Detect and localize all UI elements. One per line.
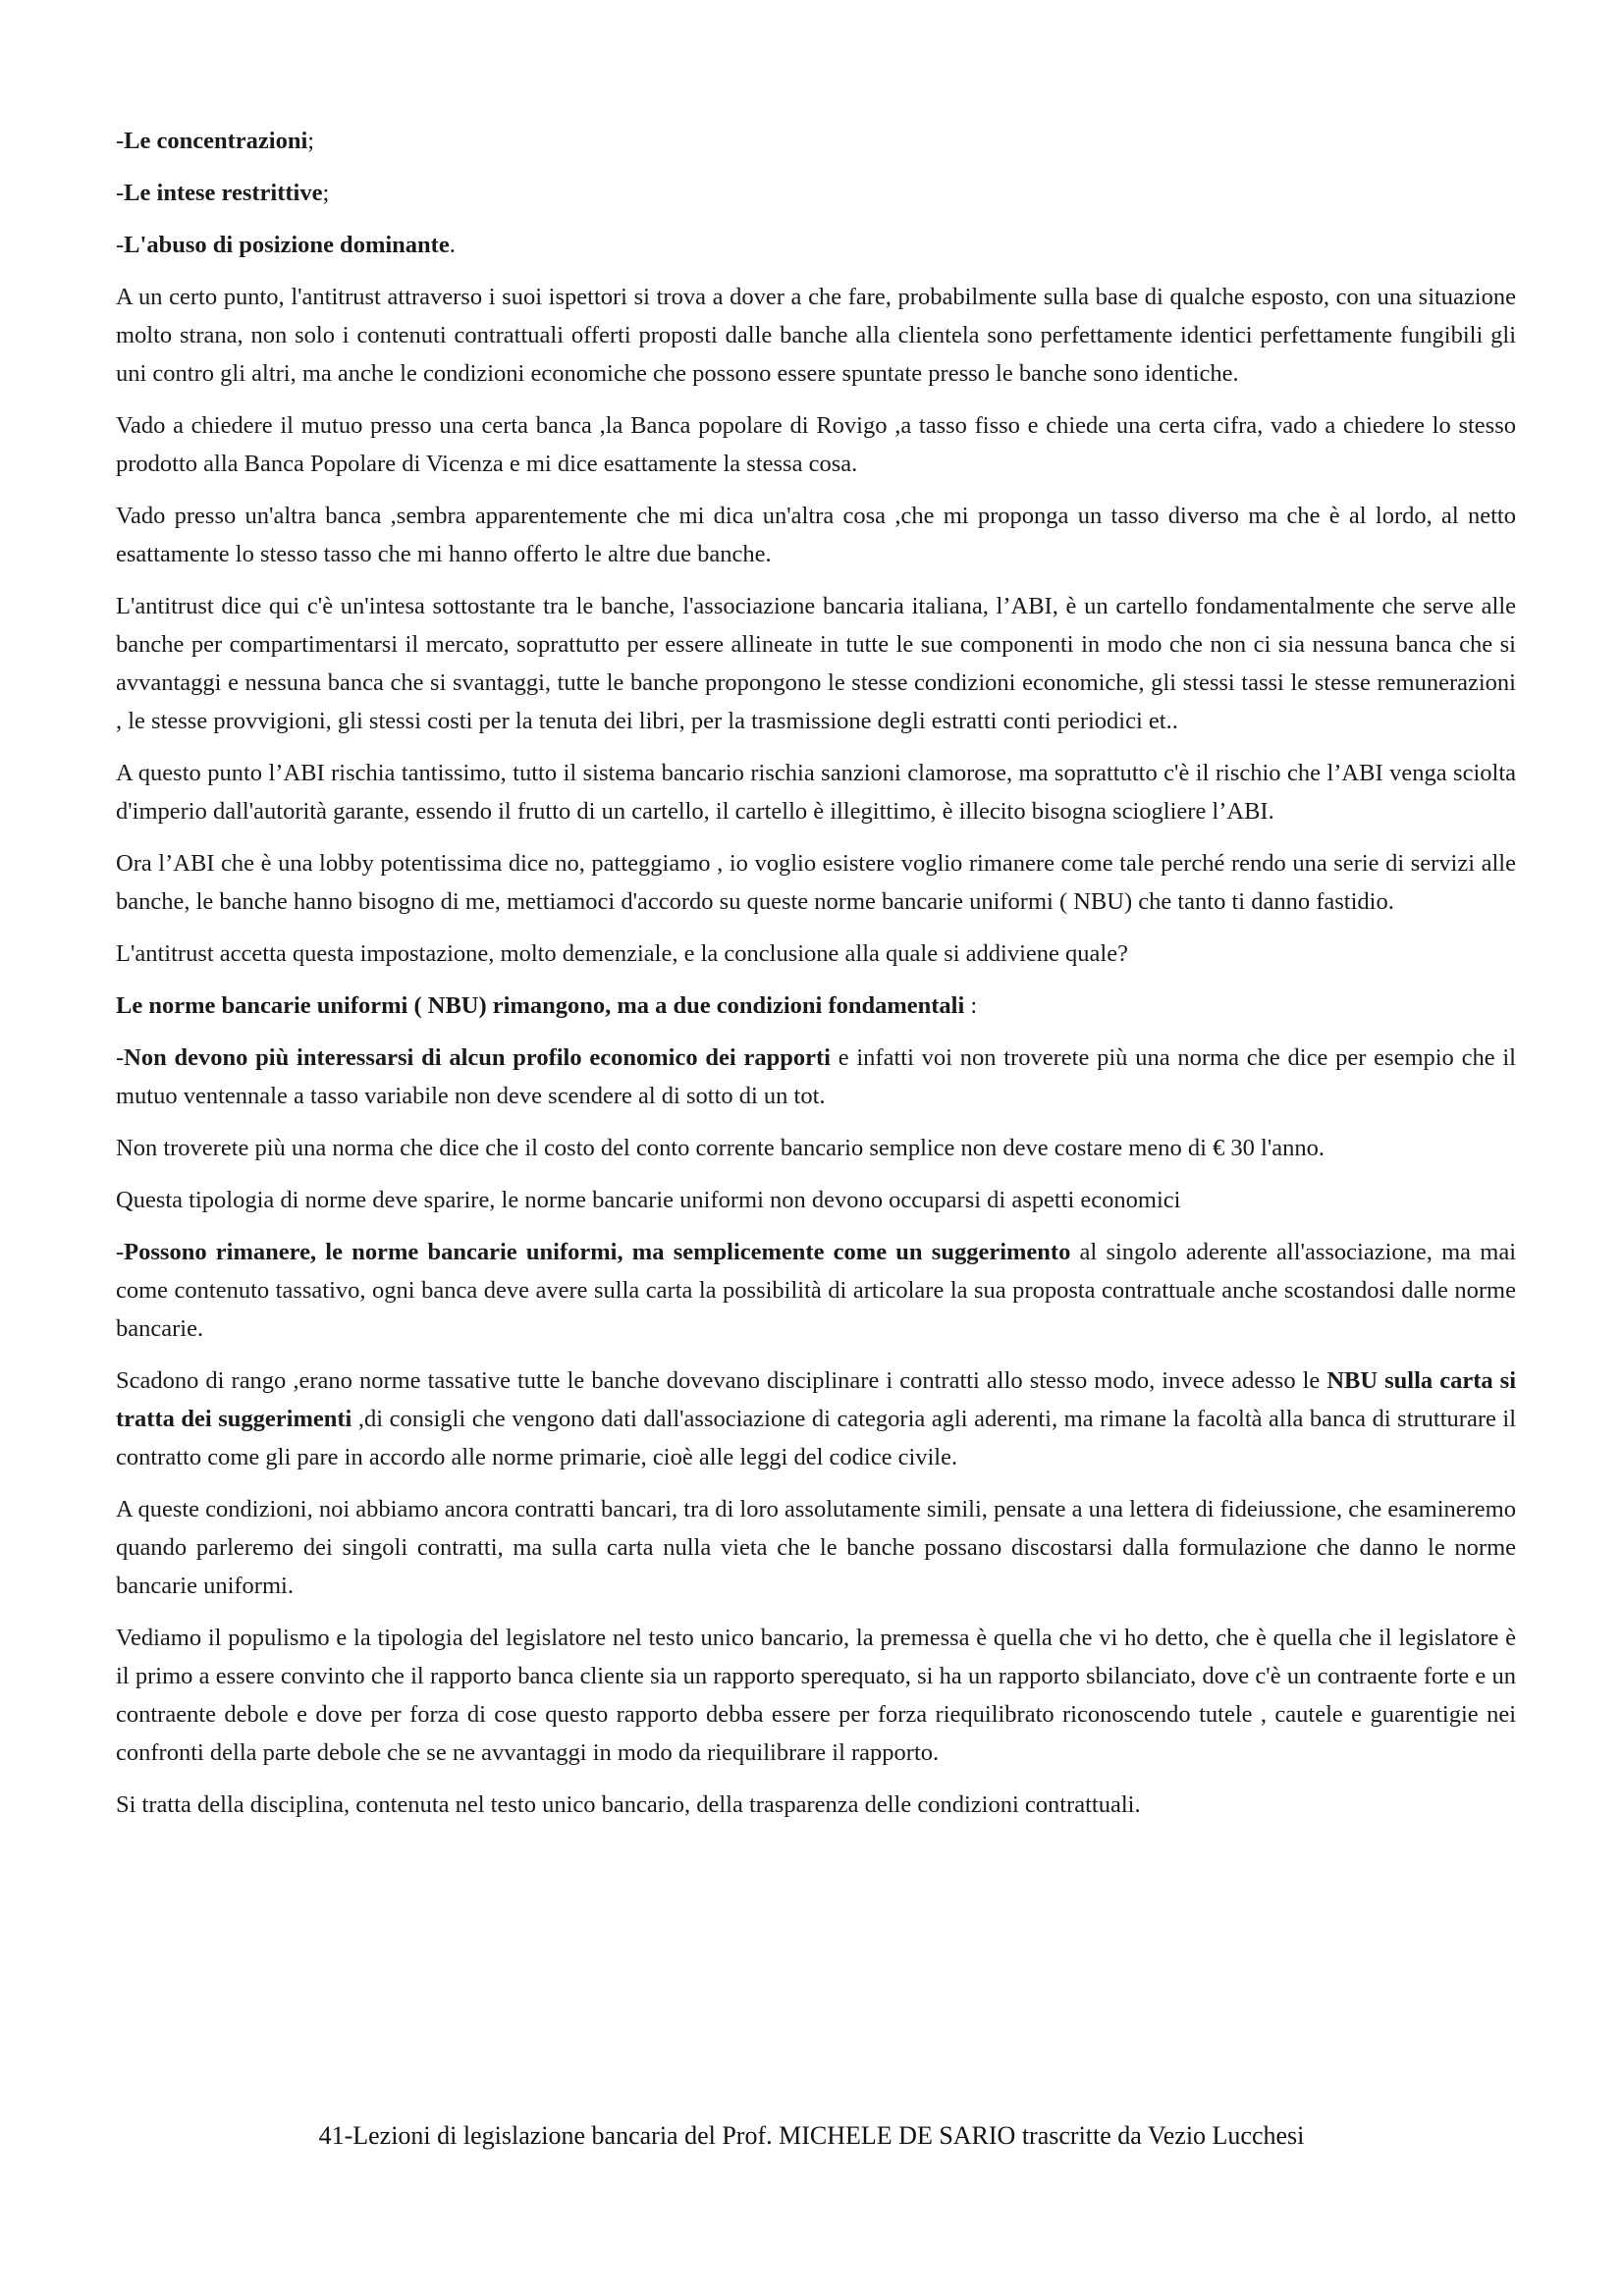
list-item-intese-restrittive: -Le intese restrittive; bbox=[116, 180, 330, 206]
paragraph: Si tratta della disciplina, contenuta nel testo unico bancario, della trasparenza delle condizioni contrattuali. bbox=[116, 1791, 1141, 1818]
paragraph: A queste condizioni, noi abbiamo ancora contratti bancari, tra di loro assolutamente simili, pensate a una lettera di fideiussione, che esamineremo quando parleremo dei singoli contratti, ma sulla carta nulla vieta che le banche possano discostarsi dalla formulazione che danno le norme bancarie uniformi. bbox=[116, 1496, 1516, 1599]
condition-two: -Possono rimanere, le norme bancarie uniformi, ma semplicemente come un suggerimento al singolo aderente all'associazione, ma mai come contenuto tassativo, ogni banca deve avere sulla carta la possibilità di articolare la sua proposta contrattuale anche scostandosi dalle norme bancarie. bbox=[116, 1239, 1516, 1342]
paragraph: A questo punto l’ABI rischia tantissimo, tutto il sistema bancario rischia sanzioni clamorose, ma soprattutto c'è il rischio che l’ABI venga sciolta d'imperio dall'autorità garante, essendo il frutto di un cartello, il cartello è illegittimo, è illecito bisogna sciogliere l’ABI. bbox=[116, 760, 1516, 825]
nbu-conditions-heading: Le norme bancarie uniformi ( NBU) rimangono, ma a due condizioni fondamentali : bbox=[116, 992, 978, 1019]
paragraph: L'antitrust dice qui c'è un'intesa sottostante tra le banche, l'associazione bancaria italiana, l’ABI, è un cartello fondamentalmente che serve alle banche per compartimentarsi il mercato, soprattutto per essere allineate in tutte le sue componenti in modo che non ci sia nessuna banca che si avvantaggi e nessuna banca che si svantaggi, tutte le banche propongono le stesse condizioni economiche, gli stessi tassi le stesse remunerazioni , le stesse provvigioni, gli stessi costi per la tenuta dei libri, per la trasmissione degli estratti conti periodici et.. bbox=[116, 593, 1516, 734]
paragraph: Scadono di rango ,erano norme tassative tutte le banche dovevano disciplinare i contratti allo stesso modo, invece adesso le NBU sulla carta si tratta dei suggerimenti ,di consigli che vengono dati dall'associazione di categoria agli aderenti, ma rimane la facoltà alla banca di strutturare il contratto come gli pare in accordo alle norme primarie, cioè alle leggi del codice civile. bbox=[116, 1367, 1517, 1470]
paragraph: L'antitrust accetta questa impostazione, molto demenziale, e la conclusione alla quale si addiviene quale? bbox=[116, 940, 1128, 967]
list-item-concentrazioni: -Le concentrazioni; bbox=[116, 128, 315, 154]
document-body bbox=[116, 122, 1516, 1838]
condition-one: -Non devono più interessarsi di alcun profilo economico dei rapporti e infatti voi non troverete più una norma che dice per esempio che il mutuo ventennale a tasso variabile non deve scendere al di sotto di un tot. bbox=[116, 1044, 1516, 1109]
paragraph: Vediamo il populismo e la tipologia del legislatore nel testo unico bancario, la premessa è quella che vi ho detto, che è quella che il legislatore è il primo a essere convinto che il rapporto banca cliente sia un rapporto sperequato, si ha un rapporto sbilanciato, dove c'è un contraente forte e un contraente debole e dove per forza di cose questo rapporto debba essere per forza riequilibrato riconoscendo tutele , cautele e guarentigie nei confronti della parte debole che se ne avvantaggi in modo da riequilibrare il rapporto. bbox=[116, 1625, 1516, 1766]
paragraph: Vado presso un'altra banca ,sembra apparentemente che mi dica un'altra cosa ,che mi proponga un tasso diverso ma che è al lordo, al netto esattamente lo stesso tasso che mi hanno offerto le altre due banche. bbox=[116, 503, 1516, 567]
list-item-abuso-posizione: -L'abuso di posizione dominante. bbox=[116, 232, 456, 258]
paragraph: Questa tipologia di norme deve sparire, le norme bancarie uniformi non devono occuparsi di aspetti economici bbox=[116, 1187, 1181, 1213]
paragraph: Non troverete più una norma che dice che il costo del conto corrente bancario semplice non deve costare meno di € 30 l'anno. bbox=[116, 1135, 1325, 1161]
page-footer: 41-Lezioni di legislazione bancaria del Prof. MICHELE DE SARIO trascritte da Vezio Lucchesi bbox=[318, 2121, 1305, 2150]
paragraph: Vado a chiedere il mutuo presso una certa banca ,la Banca popolare di Rovigo ,a tasso fisso e chiede una certa cifra, vado a chiedere lo stesso prodotto alla Banca Popolare di Vicenza e mi dice esattamente la stessa cosa. bbox=[116, 412, 1516, 477]
paragraph: A un certo punto, l'antitrust attraverso i suoi ispettori si trova a dover a che fare, probabilmente sulla base di qualche esposto, con una situazione molto strana, non solo i contenuti contrattuali offerti proposti dalle banche alla clientela sono perfettamente identici perfettamente fungibili gli uni contro gli altri, ma anche le condizioni economiche che possono essere spuntate presso le banche sono identiche. bbox=[116, 284, 1516, 387]
paragraph: Ora l’ABI che è una lobby potentissima dice no, patteggiamo , io voglio esistere voglio rimanere come tale perché rendo una serie di servizi alle banche, le banche hanno bisogno di me, mettiamoci d'accordo su queste norme bancarie uniformi ( NBU) che tanto ti danno fastidio. bbox=[116, 850, 1516, 915]
